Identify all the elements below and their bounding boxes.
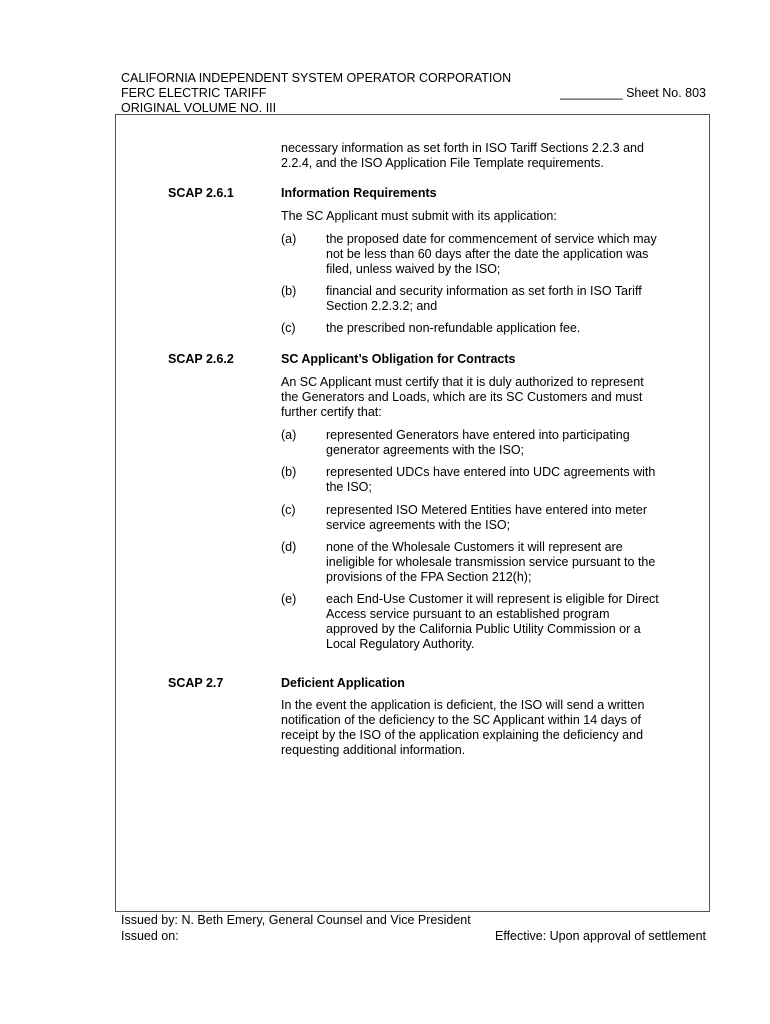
list-item-text: the proposed date for commencement of service which may not be less than 60 days after the date the application was filed, unless waived by the ISO; (326, 232, 657, 276)
list-item-letter: (a) (281, 232, 297, 246)
list-item (281, 465, 661, 495)
list-item-text: the prescribed non-refundable application fee. (326, 321, 581, 335)
list-item (281, 428, 661, 458)
list-item-letter: (c) (281, 503, 296, 517)
list-item-letter: (d) (281, 540, 297, 554)
list-item-letter: (e) (281, 592, 297, 606)
list-item (281, 592, 661, 652)
section-title-2-6-1: Information Requirements (281, 186, 437, 200)
list-item-text: represented UDCs have entered into UDC agreements with the ISO; (326, 465, 656, 494)
list-item (281, 284, 661, 314)
list-item-text: each End-Use Customer it will represent is eligible for Direct Access service pursuant to an established program approved by the California Public Utility Commission or a Local Regulatory Authority. (326, 592, 659, 651)
list-item-text: represented ISO Metered Entities have entered into meter service agreements with the ISO; (326, 503, 648, 532)
list-item-text: none of the Wholesale Customers it will represent are ineligible for wholesale transmission service pursuant to the provisions of the FPA Section 212(h); (326, 540, 656, 584)
header-sheet-number: _________ Sheet No. 803 (560, 86, 706, 100)
header-tariff: FERC ELECTRIC TARIFF (121, 86, 267, 100)
list-item (281, 540, 661, 585)
header-corporation: CALIFORNIA INDEPENDENT SYSTEM OPERATOR CORPORATION (121, 71, 512, 85)
section-title-2-6-2: SC Applicant’s Obligation for Contracts (281, 352, 516, 366)
section-body-2-7: In the event the application is deficient, the ISO will send a written notification of the deficiency to the SC Applicant within 14 days of receipt by the ISO of the application explaining the deficiency and requesting additional information. (281, 698, 645, 757)
section-label-2-7: SCAP 2.7 (168, 676, 224, 690)
footer-issued-by: Issued by: N. Beth Emery, General Counsel and Vice President (121, 913, 471, 927)
header-volume: ORIGINAL VOLUME NO. III (121, 101, 277, 115)
list-item-text: represented Generators have entered into participating generator agreements with the ISO; (326, 428, 630, 457)
list-item-letter: (c) (281, 321, 296, 335)
footer-issued-on: Issued on: (121, 929, 179, 943)
list-item (281, 321, 661, 336)
list-item-letter: (b) (281, 284, 297, 298)
intro-paragraph: necessary information as set forth in ISO Tariff Sections 2.2.3 and 2.2.4, and the ISO Application File Template requirements. (281, 141, 644, 170)
list-item-letter: (a) (281, 428, 297, 442)
footer-effective: Effective: Upon approval of settlement (495, 929, 706, 943)
section-label-2-6-2: SCAP 2.6.2 (168, 352, 234, 366)
list-item (281, 503, 661, 533)
list-item-text: financial and security information as set forth in ISO Tariff Section 2.2.3.2; and (326, 284, 642, 313)
section-lead-2-6-2: An SC Applicant must certify that it is duly authorized to represent the Generators and Loads, which are its SC Customers and must further certify that: (281, 375, 644, 419)
list-item-letter: (b) (281, 465, 297, 479)
list-item (281, 232, 661, 277)
section-label-2-6-1: SCAP 2.6.1 (168, 186, 234, 200)
section-title-2-7: Deficient Application (281, 676, 405, 690)
section-lead-2-6-1: The SC Applicant must submit with its application: (281, 209, 557, 223)
